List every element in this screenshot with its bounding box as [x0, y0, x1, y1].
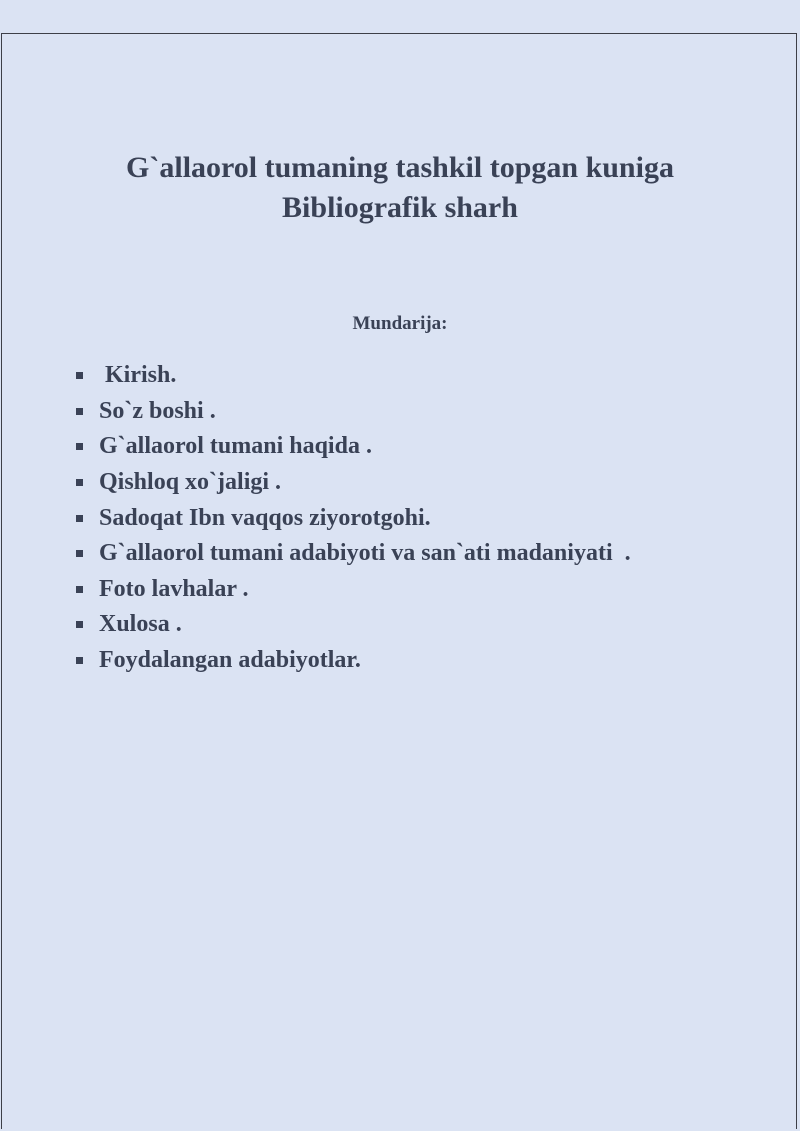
- toc-item: [76, 643, 631, 679]
- toc-item: [76, 429, 631, 465]
- toc-item-label: Foto lavhalar .: [99, 575, 249, 602]
- toc-item: [76, 358, 631, 394]
- toc-item-label: Foydalangan adabiyotlar.: [99, 647, 361, 674]
- title-line-2: Bibliografik sharh: [282, 191, 518, 224]
- toc-item: [76, 572, 631, 608]
- toc-item-label: G`allaorol tumani adabiyoti va san`ati madaniyati .: [99, 540, 631, 567]
- square-bullet-icon: [76, 515, 83, 522]
- toc-item: [76, 394, 631, 430]
- toc-heading: Mundarija:: [352, 313, 448, 334]
- toc-item-label: Sadoqat Ibn vaqqos ziyorotgohi.: [99, 504, 431, 531]
- toc-item: [76, 536, 631, 572]
- square-bullet-icon: [76, 372, 83, 379]
- toc-item-label: So`z boshi .: [99, 397, 216, 424]
- title-line-1: G`allaorol tumaning tashkil topgan kuniga: [126, 151, 674, 184]
- toc-item: [76, 607, 631, 643]
- square-bullet-icon: [76, 550, 83, 557]
- square-bullet-icon: [76, 586, 83, 593]
- square-bullet-icon: [76, 621, 83, 628]
- toc-item: [76, 465, 631, 501]
- square-bullet-icon: [76, 479, 83, 486]
- toc-item-label: G`allaorol tumani haqida .: [99, 433, 372, 460]
- toc-list: [76, 358, 631, 678]
- toc-item-label: Kirish.: [99, 362, 177, 389]
- toc-item-label: Xulosa .: [99, 611, 182, 638]
- square-bullet-icon: [76, 408, 83, 415]
- toc-item-label: Qishloq xo`jaligi .: [99, 469, 282, 496]
- toc-item: [76, 500, 631, 536]
- document-title: [0, 148, 800, 228]
- square-bullet-icon: [76, 443, 83, 450]
- square-bullet-icon: [76, 657, 83, 664]
